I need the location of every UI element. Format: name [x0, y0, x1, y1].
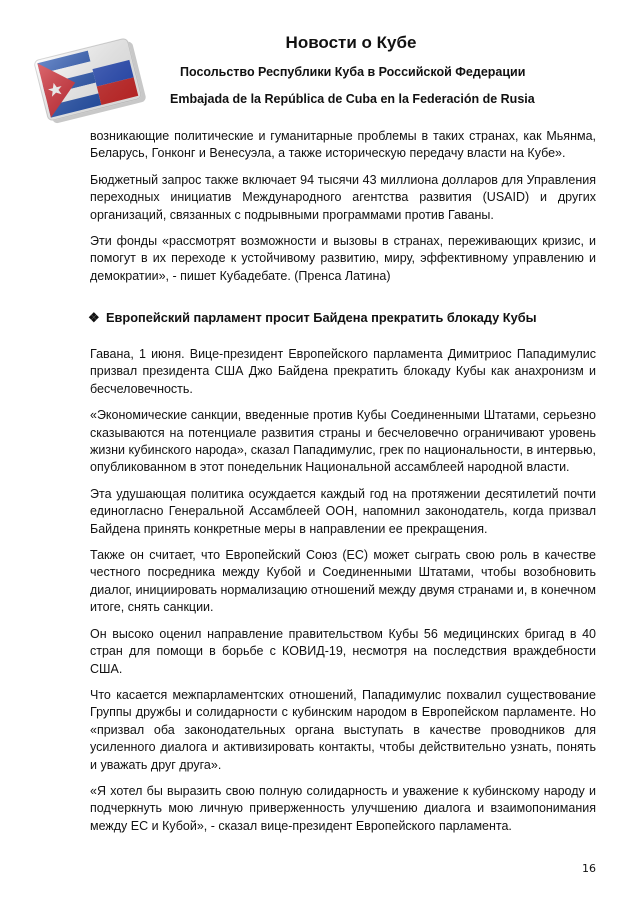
page-number: 16: [582, 862, 596, 875]
paragraph: Бюджетный запрос также включает 94 тысячи 43 миллиона долларов для Управления переходных инициатив Международного агентства развития (USAID) и других организаций, связанных с подрывными программами против Гаваны.: [90, 172, 596, 222]
paragraph: «Я хотел бы выразить свою полную солидарность и уважение к кубинскому народу и подчеркнуть мою личную приверженность улучшению диалога и взаимопонимания между ЕС и Кубой», - сказал вице-президент Европейского парламента.: [90, 783, 596, 833]
diamond-bullet-icon: ❖: [88, 310, 100, 325]
paragraph: Также он считает, что Европейский Союз (ЕС) может сыграть свою роль в качестве честного посредника между Кубой и Соединенными Штатами, чтобы возобновить диалог, инициировать нормализацию отношений между двумя странами и, в конечном итоге, снять санкции.: [90, 548, 596, 615]
paragraph: Эти фонды «рассмотрят возможности и вызовы в странах, переживающих кризис, и помогут в их переходе к устойчивому развитию, миру, эффективному управлению и демократии», - пишет Кубадебате. (Пренса Латина): [90, 234, 596, 283]
embassy-name-ru: Посольство Республики Куба в Российской Федерации: [180, 65, 526, 79]
paragraph: Он высоко оценил направление правительством Кубы 56 медицинских бригад в 40 стран для помощи в борьбе с КОВИД-19, несмотря на последствия враждебности США.: [90, 626, 596, 676]
embassy-name-es: Embajada de la República de Cuba en la Federación de Rusia: [170, 92, 535, 106]
article-heading-text: Европейский парламент просит Байдена прекратить блокаду Кубы: [106, 310, 537, 325]
article-body: [90, 346, 596, 844]
page-title: Новости о Кубе: [285, 33, 417, 52]
paragraph: Что касается межпарламентских отношений, Пападимулис похвалил существование Группы дружбы и солидарности с кубинским народом в Европейском парламенте. Но «призвал оба законодательных органа выступать в качестве проводников для усиленного диалога и активизировать контакты, чтобы действительно узнать, понять и уважать друг друга».: [90, 687, 596, 772]
paragraph: возникающие политические и гуманитарные проблемы в таких странах, как Мьянма, Беларусь, Гонконг и Венесуэла, а также историческую передачу власти на Кубе».: [90, 129, 596, 161]
article-heading: [88, 310, 537, 326]
paragraph: Гавана, 1 июня. Вице-президент Европейского парламента Димитриос Пападимулис призвал президента США Джо Байдена прекратить блокаду Кубы как анахронизм и бесчеловечность.: [90, 347, 596, 396]
paragraph: Эта удушающая политика осуждается каждый год на протяжении десятилетий почти единогласно Генеральной Ассамблеей ООН, напомнил законодатель, когда призвал Байдена принять конкретные меры в направлении ее прекращения.: [90, 486, 596, 536]
intro-section: [90, 128, 596, 294]
paragraph: «Экономические санкции, введенные против Кубы Соединенными Штатами, серьезно сказываются на потенциале развития страны и бесчеловечно ограничивают уровень жизни кубинского народа», сказал Пападимулис, грек по национальности, в интервью, опубликованном в этот понедельник Национальной ассамблеей народной власти.: [90, 408, 596, 475]
